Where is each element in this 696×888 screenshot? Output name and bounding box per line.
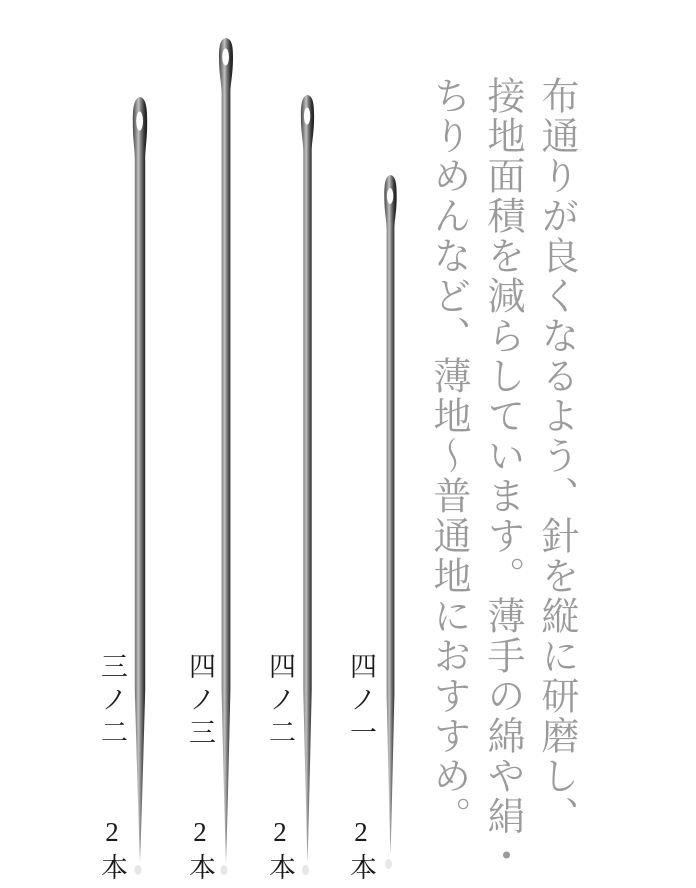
needle-2-image (219, 38, 233, 875)
needle-1-size-label: 三ノ二 (97, 652, 127, 751)
needle-4-quantity-label: 2本 (346, 817, 376, 886)
needle-3-label (263, 652, 296, 886)
needle-3-quantity-label: 2本 (265, 817, 295, 886)
description-line-2: 接地面積を減らしています。薄手の綿や絹・ (481, 76, 523, 876)
needle-4-size-label: 四ノ一 (346, 652, 376, 751)
needle-4-label (344, 652, 377, 886)
needle-2-label (183, 652, 216, 886)
needle-2-size-label: 四ノ三 (185, 652, 215, 751)
needle-1-body (133, 97, 147, 862)
needle-3-tip-shadow (302, 865, 309, 875)
needle-1-eye (136, 112, 143, 131)
needle-4-body (384, 175, 396, 855)
description-line-1: 布通りが良くなるよう、針を縦に研磨し、 (535, 76, 577, 836)
needle-3-eye (304, 108, 310, 125)
needle-2-eye (222, 49, 229, 66)
needle-3-image (301, 95, 314, 875)
description-line-3: ちりめんなど、薄地〜普通地におすすめ。 (427, 76, 469, 836)
needle-4-eye (387, 188, 393, 204)
needle-1-label (95, 652, 128, 886)
needle-1-quantity-label: 2本 (97, 817, 127, 886)
needle-3-body (301, 95, 314, 862)
description-text (421, 76, 583, 888)
needle-2-quantity-label: 2本 (185, 817, 215, 886)
needle-2-body (219, 38, 233, 862)
needle-1-image (133, 97, 147, 875)
needle-1-tip-shadow (135, 865, 142, 875)
needle-3-size-label: 四ノ二 (265, 652, 295, 751)
needle-4-image (384, 175, 396, 869)
needle-4-tip-shadow (385, 859, 392, 869)
needle-2-tip-shadow (221, 865, 228, 875)
